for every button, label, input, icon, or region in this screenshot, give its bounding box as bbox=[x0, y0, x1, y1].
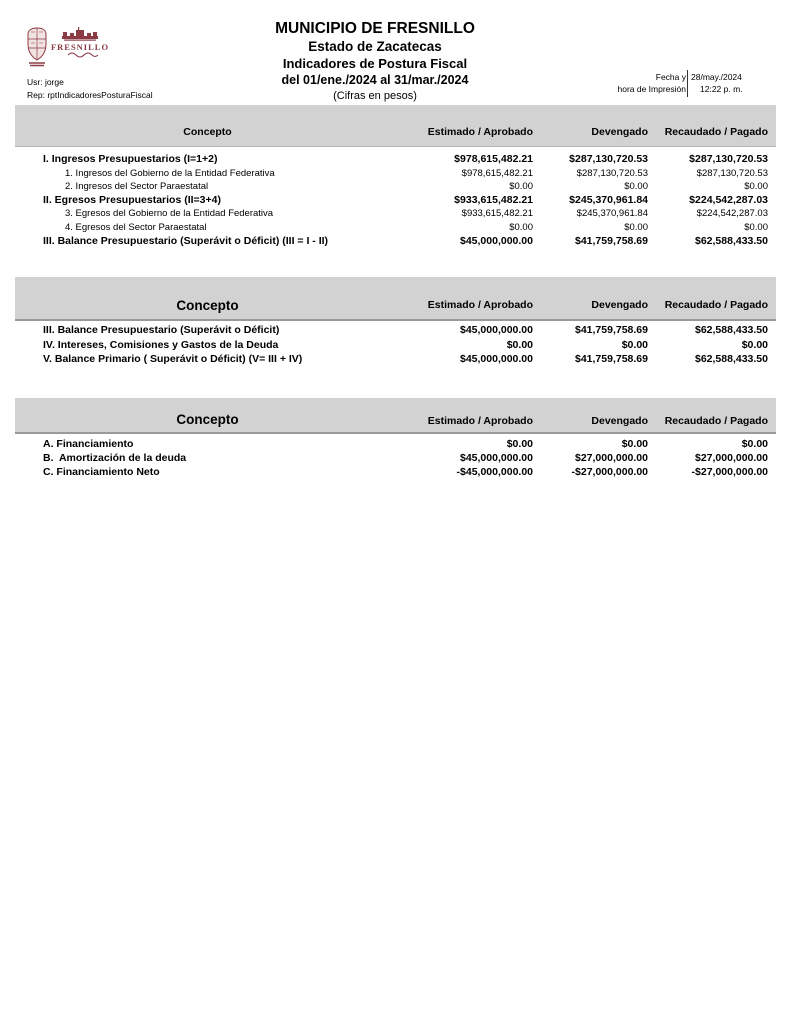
report-label: Rep: rptIndicadoresPosturaFiscal bbox=[27, 90, 153, 100]
concept-cell: 2. Ingresos del Sector Paraestatal bbox=[65, 181, 209, 193]
estimated-amount-cell: $933,615,482.21 bbox=[454, 193, 533, 206]
estimated-amount-cell: $45,000,000.00 bbox=[460, 353, 533, 365]
primary-balance-table bbox=[15, 277, 776, 367]
column-header-concept: Concepto bbox=[176, 298, 239, 313]
user-label: Usr: jorge bbox=[27, 77, 64, 87]
concept-cell: II. Egresos Presupuestarios (II=3+4) bbox=[43, 193, 221, 206]
column-header-accrued: Devengado bbox=[591, 126, 648, 138]
estimated-amount-cell: $45,000,000.00 bbox=[460, 324, 533, 336]
estimated-amount-cell: $0.00 bbox=[506, 338, 533, 351]
column-header-estimated: Estimado / Aprobado bbox=[427, 415, 533, 427]
table-row bbox=[15, 323, 776, 338]
collected-amount-cell: -$27,000,000.00 bbox=[691, 466, 768, 478]
collected-amount-cell: $62,588,433.50 bbox=[695, 234, 768, 247]
table-row bbox=[15, 451, 776, 465]
estimated-amount-cell: $45,000,000.00 bbox=[460, 234, 533, 247]
accrued-amount-cell: $41,759,758.69 bbox=[575, 353, 648, 365]
concept-cell: III. Balance Presupuestario (Superávit o Déficit) bbox=[43, 324, 280, 336]
concept-cell: III. Balance Presupuestario (Superávit o Déficit) (III = I - II) bbox=[43, 234, 329, 247]
column-header-collected: Recaudado / Pagado bbox=[664, 299, 768, 311]
accrued-amount-cell: $0.00 bbox=[624, 221, 648, 233]
column-header-concept: Concepto bbox=[176, 412, 239, 427]
table-row bbox=[15, 352, 776, 367]
collected-amount-cell: $0.00 bbox=[741, 438, 768, 450]
collected-amount-cell: $0.00 bbox=[744, 221, 768, 233]
table-row bbox=[15, 180, 776, 194]
table-row bbox=[15, 235, 776, 249]
concept-cell: B. Amortización de la deuda bbox=[43, 452, 187, 464]
table-row bbox=[15, 167, 776, 181]
fresnillo-logo-graphic bbox=[24, 26, 136, 70]
accrued-amount-cell: $245,370,961.84 bbox=[576, 208, 648, 220]
logo-wordmark: FRESNILLO bbox=[50, 42, 110, 52]
estimated-amount-cell: -$45,000,000.00 bbox=[456, 466, 533, 478]
municipality-logo bbox=[24, 26, 136, 75]
concept-cell: V. Balance Primario ( Superávit o Déficit) (V= III + IV) bbox=[43, 353, 303, 365]
estimated-amount-cell: $978,615,482.21 bbox=[454, 153, 533, 165]
accrued-amount-cell: -$27,000,000.00 bbox=[571, 466, 648, 478]
collected-amount-cell: $62,588,433.50 bbox=[695, 324, 768, 336]
table-rows bbox=[15, 323, 776, 367]
page-title: MUNICIPIO DE FRESNILLO bbox=[275, 20, 475, 37]
print-time: 12:22 p. m. bbox=[700, 83, 743, 94]
collected-amount-cell: $0.00 bbox=[744, 181, 768, 193]
accrued-amount-cell: $0.00 bbox=[621, 338, 648, 351]
report-period: del 01/ene./2024 al 31/mar./2024 bbox=[281, 73, 469, 87]
collected-amount-cell: $287,130,720.53 bbox=[696, 167, 768, 179]
concept-cell: 1. Ingresos del Gobierno de la Entidad Federativa bbox=[65, 167, 275, 179]
collected-amount-cell: $62,588,433.50 bbox=[695, 353, 768, 365]
table-row bbox=[15, 221, 776, 235]
concept-cell: 3. Egresos del Gobierno de la Entidad Federativa bbox=[65, 208, 274, 220]
concept-cell: A. Financiamiento bbox=[43, 438, 134, 450]
concept-cell: C. Financiamiento Neto bbox=[43, 466, 160, 478]
table-row bbox=[15, 465, 776, 479]
accrued-amount-cell: $27,000,000.00 bbox=[575, 452, 648, 464]
report-name: Indicadores de Postura Fiscal bbox=[282, 56, 468, 71]
column-header-collected: Recaudado / Pagado bbox=[664, 415, 768, 427]
print-datetime-label: Fecha y hora de Impresión bbox=[617, 72, 686, 94]
accrued-amount-cell: $0.00 bbox=[621, 438, 648, 450]
print-date: 28/may./2024 bbox=[691, 72, 742, 82]
report-meta-left bbox=[27, 76, 153, 102]
collected-amount-cell: $287,130,720.53 bbox=[689, 153, 768, 165]
column-header-estimated: Estimado / Aprobado bbox=[427, 299, 533, 311]
collected-amount-cell: $224,542,287.03 bbox=[696, 208, 768, 220]
financing-table bbox=[15, 398, 776, 479]
table-row bbox=[15, 194, 776, 208]
concept-cell: 4. Egresos del Sector Paraestatal bbox=[65, 221, 207, 233]
vertical-divider bbox=[687, 70, 688, 97]
table-header-bar bbox=[15, 277, 776, 321]
collected-amount-cell: $27,000,000.00 bbox=[695, 452, 768, 464]
table-header-bar bbox=[15, 105, 776, 147]
print-datetime-values bbox=[689, 72, 743, 95]
table-row bbox=[15, 437, 776, 451]
collected-amount-cell: $0.00 bbox=[741, 338, 768, 351]
column-header-concept: Concepto bbox=[183, 126, 232, 138]
accrued-amount-cell: $245,370,961.84 bbox=[569, 193, 648, 206]
column-header-estimated: Estimado / Aprobado bbox=[427, 126, 533, 138]
table-rows bbox=[15, 437, 776, 479]
column-header-collected: Recaudado / Pagado bbox=[664, 126, 768, 138]
estimated-amount-cell: $933,615,482.21 bbox=[461, 208, 533, 220]
accrued-amount-cell: $0.00 bbox=[624, 181, 648, 193]
budget-balance-table bbox=[15, 105, 776, 248]
table-row bbox=[15, 338, 776, 353]
estimated-amount-cell: $978,615,482.21 bbox=[461, 167, 533, 179]
table-rows bbox=[15, 153, 776, 248]
concept-cell: I. Ingresos Presupuestarios (I=1+2) bbox=[43, 153, 218, 165]
report-title-block bbox=[175, 20, 575, 104]
collected-amount-cell: $224,542,287.03 bbox=[689, 193, 768, 206]
column-header-accrued: Devengado bbox=[591, 415, 648, 427]
concept-cell: IV. Intereses, Comisiones y Gastos de la Deuda bbox=[43, 338, 279, 351]
state-subtitle: Estado de Zacatecas bbox=[308, 39, 442, 54]
table-header-bar bbox=[15, 398, 776, 434]
accrued-amount-cell: $41,759,758.69 bbox=[575, 324, 648, 336]
estimated-amount-cell: $0.00 bbox=[509, 181, 533, 193]
table-row bbox=[15, 153, 776, 167]
accrued-amount-cell: $287,130,720.53 bbox=[576, 167, 648, 179]
accrued-amount-cell: $287,130,720.53 bbox=[569, 153, 648, 165]
estimated-amount-cell: $0.00 bbox=[506, 438, 533, 450]
estimated-amount-cell: $45,000,000.00 bbox=[460, 452, 533, 464]
units-note: (Cifras en pesos) bbox=[333, 90, 417, 102]
print-datetime-block bbox=[598, 72, 743, 97]
table-row bbox=[15, 207, 776, 221]
logo-script-flourish bbox=[68, 53, 98, 57]
column-header-accrued: Devengado bbox=[591, 299, 648, 311]
estimated-amount-cell: $0.00 bbox=[509, 221, 533, 233]
accrued-amount-cell: $41,759,758.69 bbox=[575, 234, 648, 247]
